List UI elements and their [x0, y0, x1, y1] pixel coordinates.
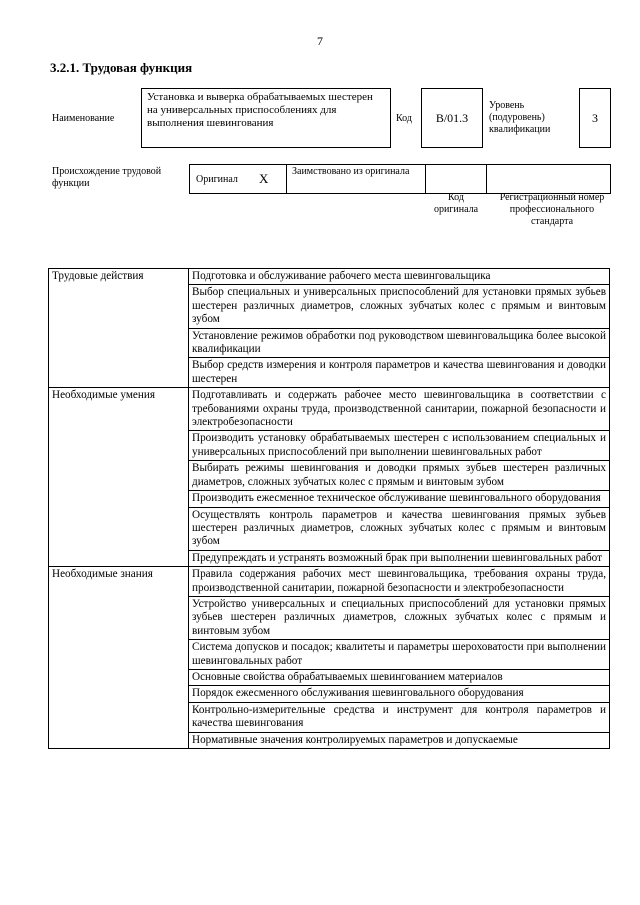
level-value-box: 3 — [579, 88, 611, 148]
row-item: Система допусков и посадок; квалитеты и параметры шероховатости при выполнении шевинговальных работ — [189, 640, 610, 670]
level-label: Уровень (подуровень) квалификации — [489, 100, 551, 135]
table-row — [49, 269, 610, 285]
row-item: Правила содержания рабочих мест шевинговальщика, требования охраны труда, производственной санитарии, пожарной безопасности и электробезопасности — [189, 567, 610, 597]
section-title: 3.2.1. Трудовая функция — [50, 60, 193, 75]
borrowed-cell — [286, 164, 426, 194]
page-number: 7 — [317, 34, 323, 48]
labor-function-table — [48, 268, 610, 749]
row-category: Трудовые действия — [49, 269, 189, 388]
row-item: Производить установку обрабатываемых шестерен с использованием специальных и универсальных приспособлений при выполнении шевинговальных работ — [189, 431, 610, 461]
row-item: Предупреждать и устранять возможный брак при выполнении шевинговальных работ — [189, 550, 610, 566]
code-original-cell — [425, 164, 487, 194]
code-original-label: Код оригинала — [433, 192, 479, 215]
row-category: Необходимые умения — [49, 388, 189, 567]
row-item: Осуществлять контроль параметров и качества шевингования прямых зубьев шестерен различных диаметров, сложных зубчатых колес с прямым и винтовым зубом — [189, 507, 610, 550]
reg-number-cell — [486, 164, 611, 194]
reg-number-label: Регистрационный номер профессионального стандарта — [499, 192, 605, 227]
row-item: Установление режимов обработки под руководством шевинговальщика более высокой квалификации — [189, 328, 610, 358]
row-item: Устройство универсальных и специальных приспособлений для установки прямых зубьев шестерен различных диаметров, сложных зубчатых колес с прямым и винтовым зубом — [189, 596, 610, 639]
borrowed-label: Заимствовано из оригинала — [292, 166, 410, 177]
row-item: Выбор средств измерения и контроля параметров и качества шевингования и доводки шестерен — [189, 358, 610, 388]
table-row — [49, 388, 610, 431]
origin-label: Происхождение трудовой функции — [52, 166, 162, 189]
row-item: Подготавливать и содержать рабочее место шевинговальщика в соответствии с требованиями охраны труда, производственной санитарии, пожарной безопасности и электробезопасности — [189, 388, 610, 431]
original-mark: X — [259, 171, 269, 186]
code-label: Код — [396, 113, 412, 124]
original-cell — [189, 164, 287, 194]
row-category: Необходимые знания — [49, 567, 189, 749]
row-item: Выбирать режимы шевингования и доводки прямых зубьев шестерен различных диаметров, сложных зубчатых колес с прямым и винтовым зубом — [189, 461, 610, 491]
row-item: Производить ежесменное техническое обслуживание шевинговального оборудования — [189, 491, 610, 507]
row-item: Нормативные значения контролируемых параметров и допускаемые — [189, 732, 610, 748]
row-item: Выбор специальных и универсальных приспособлений для установки прямых зубьев шестерен различных диаметров, сложных зубчатых колес с прямым и винтовым зубом — [189, 285, 610, 328]
row-item: Порядок ежесменного обслуживания шевинговального оборудования — [189, 686, 610, 702]
original-label: Оригинал — [196, 174, 238, 185]
code-value-box: B/01.3 — [421, 88, 483, 148]
function-name-box: Установка и выверка обрабатываемых шестерен на универсальных приспособлениях для выполнения шевингования — [141, 88, 391, 148]
row-item: Основные свойства обрабатываемых шевингованием материалов — [189, 669, 610, 685]
row-item: Подготовка и обслуживание рабочего места шевинговальщика — [189, 269, 610, 285]
row-item: Контрольно-измерительные средства и инструмент для контроля параметров и качества шевингования — [189, 702, 610, 732]
name-label: Наименование — [52, 113, 115, 124]
table-row — [49, 567, 610, 597]
